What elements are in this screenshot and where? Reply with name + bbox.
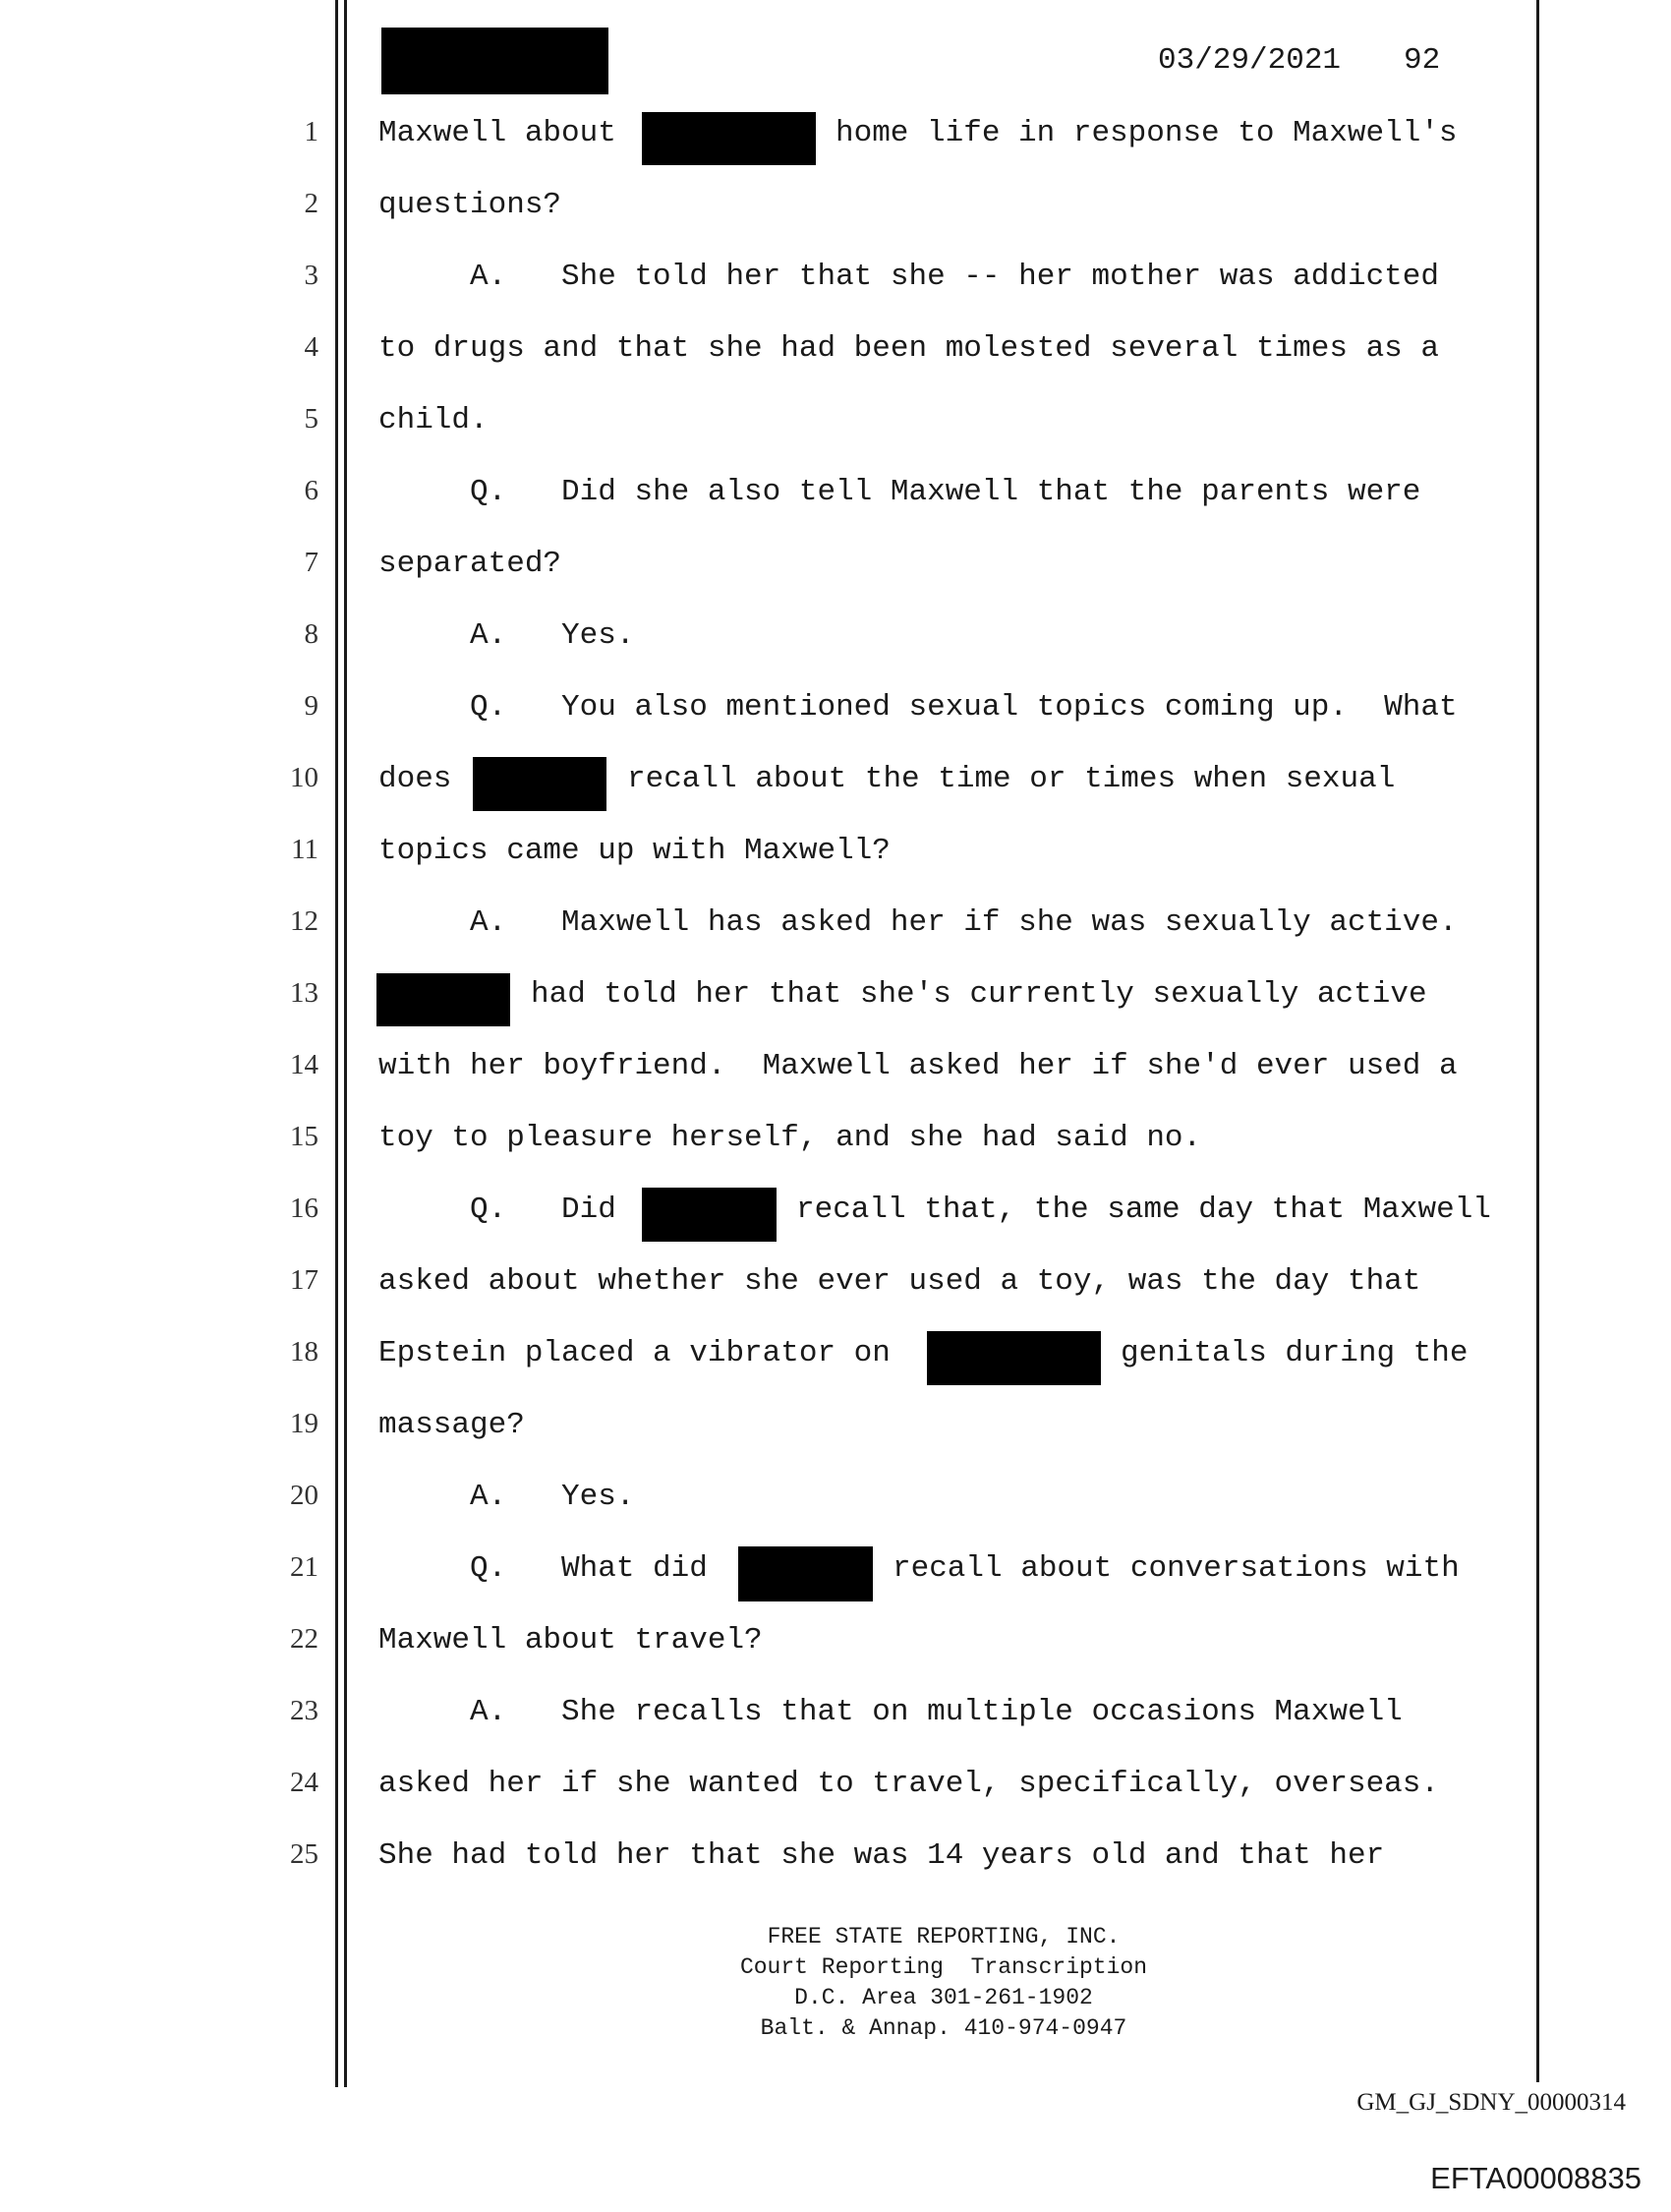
line-text: Epstein placed a vibrator on — [378, 1336, 891, 1370]
footer-company: FREE STATE REPORTING, INC. — [767, 1924, 1121, 1950]
line-text: Maxwell about travel? — [378, 1623, 763, 1658]
line-text: massage? — [378, 1408, 525, 1442]
line-number: 12 — [290, 905, 318, 937]
line-text: recall about the time or times when sexual — [627, 762, 1396, 796]
line-text: Q. Did she also tell Maxwell that the parents were — [378, 475, 1421, 509]
line-text: asked about whether she ever used a toy, was the day that — [378, 1264, 1421, 1299]
line-text: A. Maxwell has asked her if she was sexually active. — [378, 905, 1458, 940]
line-number: 13 — [290, 977, 318, 1009]
footer-services: Court Reporting Transcription — [739, 1954, 1148, 1980]
line-number: 16 — [290, 1193, 318, 1224]
line-text: home life in response to Maxwell's — [836, 116, 1458, 150]
line-text: A. Yes. — [378, 1480, 635, 1514]
line-number: 21 — [290, 1551, 318, 1583]
line-text: genitals during the — [1121, 1336, 1469, 1370]
header-redaction — [381, 28, 608, 94]
line-text: A. She told her that she -- her mother was addicted — [378, 260, 1439, 294]
redaction-box — [642, 1188, 777, 1242]
line-text: does — [378, 762, 452, 796]
footer-dc-phone: D.C. Area 301-261-1902 — [794, 1985, 1093, 2010]
line-number: 4 — [304, 331, 318, 363]
line-text: separated? — [378, 547, 562, 581]
line-number: 15 — [290, 1121, 318, 1152]
efta-number: EFTA00008835 — [1430, 2161, 1642, 2195]
line-number: 18 — [290, 1336, 318, 1368]
line-number: 5 — [304, 403, 318, 435]
line-text: recall that, the same day that Maxwell — [796, 1193, 1491, 1227]
line-text: to drugs and that she had been molested several times as a — [378, 331, 1439, 366]
line-number: 2 — [304, 188, 318, 219]
line-text: recall about conversations with — [893, 1551, 1460, 1586]
line-number: 7 — [304, 547, 318, 578]
redaction-box — [473, 757, 606, 811]
left-margin-rule-inner — [344, 0, 347, 2087]
redaction-box — [642, 112, 816, 165]
page-date: 03/29/2021 — [1158, 43, 1342, 78]
line-number: 22 — [290, 1623, 318, 1655]
footer-balt-phone: Balt. & Annap. 410-974-0947 — [760, 2015, 1127, 2041]
line-number: 10 — [290, 762, 318, 793]
line-text: topics came up with Maxwell? — [378, 834, 891, 868]
line-text: She had told her that she was 14 years old and that her — [378, 1838, 1385, 1873]
line-text: Q. Did — [378, 1193, 616, 1227]
line-text: Maxwell about — [378, 116, 616, 150]
line-number: 17 — [290, 1264, 318, 1296]
redaction-box — [738, 1546, 873, 1601]
left-margin-rule-outer — [335, 0, 338, 2087]
line-text: toy to pleasure herself, and she had said no. — [378, 1121, 1202, 1155]
line-number: 6 — [304, 475, 318, 506]
line-number: 1 — [304, 116, 318, 147]
redaction-box — [376, 973, 510, 1026]
line-number: 20 — [290, 1480, 318, 1511]
line-number: 8 — [304, 618, 318, 650]
line-text: Q. What did — [378, 1551, 708, 1586]
line-number: 24 — [290, 1767, 318, 1798]
line-text: Q. You also mentioned sexual topics coming up. What — [378, 690, 1458, 725]
line-text: questions? — [378, 188, 562, 222]
line-text: A. She recalls that on multiple occasions Maxwell — [378, 1695, 1403, 1729]
line-number: 11 — [291, 834, 318, 865]
line-text: A. Yes. — [378, 618, 635, 653]
line-text: with her boyfriend. Maxwell asked her if she'd ever used a — [378, 1049, 1458, 1083]
line-text: had told her that she's currently sexually active — [531, 977, 1427, 1012]
bates-number: GM_GJ_SDNY_00000314 — [1356, 2089, 1626, 2116]
line-number: 23 — [290, 1695, 318, 1726]
line-number: 9 — [304, 690, 318, 722]
page-number: 92 — [1404, 43, 1441, 78]
line-text: asked her if she wanted to travel, specifically, overseas. — [378, 1767, 1439, 1801]
right-margin-rule — [1536, 0, 1539, 2082]
line-number: 3 — [304, 260, 318, 291]
line-number: 14 — [290, 1049, 318, 1080]
line-text: child. — [378, 403, 489, 437]
reporter-footer — [688, 1922, 1199, 2044]
redaction-box — [927, 1331, 1101, 1385]
line-number: 25 — [290, 1838, 318, 1870]
line-number: 19 — [290, 1408, 318, 1439]
